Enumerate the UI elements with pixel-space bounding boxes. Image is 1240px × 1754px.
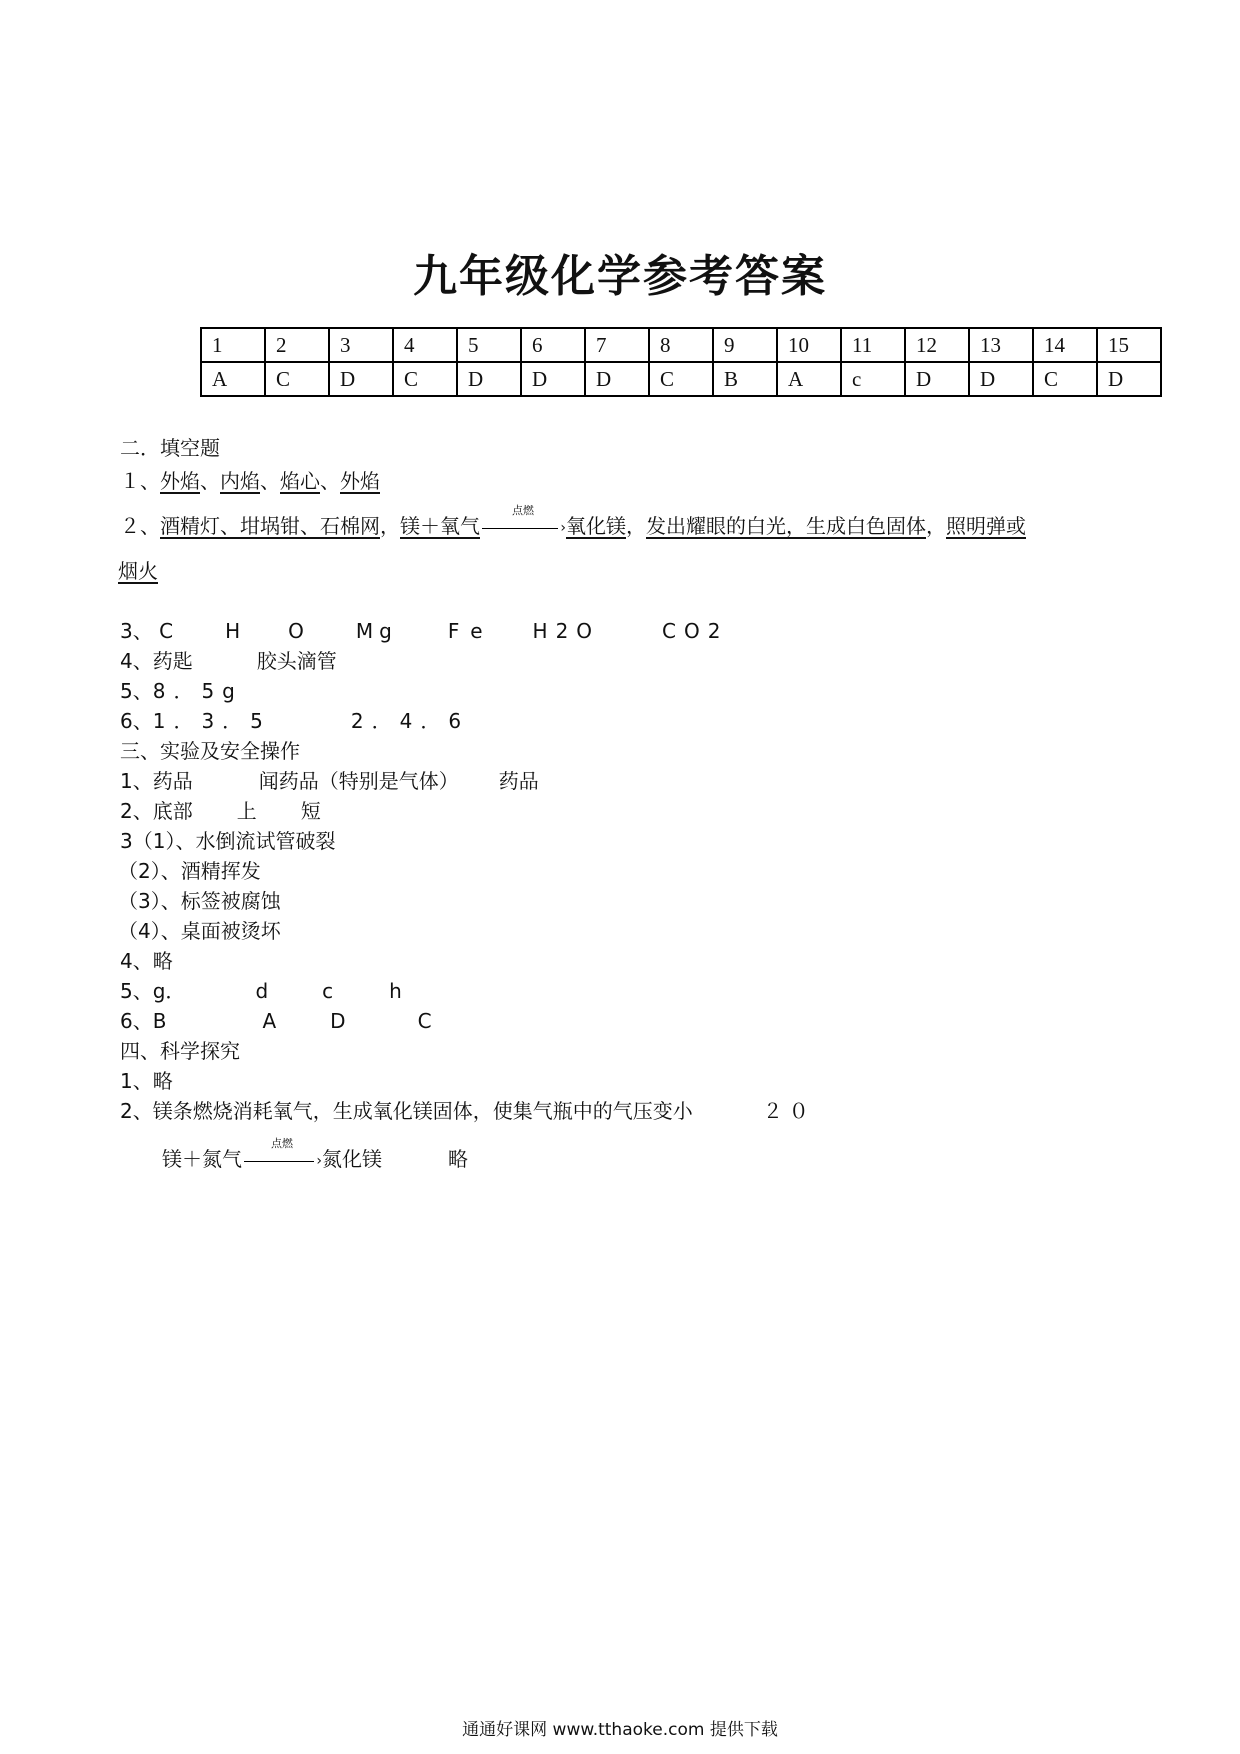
answer-item: H2O bbox=[532, 619, 601, 643]
s4-equation bbox=[162, 1136, 468, 1172]
answer-item: 镁条燃烧消耗氧气，生成氧化镁固体，使集气瓶中的气压变小 bbox=[152, 1099, 693, 1123]
s3-answer-3-3: （3）、标签被腐蚀 bbox=[118, 889, 281, 913]
answer-item: 2．4．6 bbox=[350, 709, 470, 733]
answer-item: 药品 bbox=[498, 769, 539, 793]
table-cell: 1 bbox=[201, 328, 265, 362]
table-cell: D bbox=[329, 362, 393, 396]
answer-item: B bbox=[152, 1009, 167, 1033]
answer-item: D bbox=[330, 1009, 346, 1033]
separator: ， bbox=[626, 514, 646, 538]
table-cell: C bbox=[393, 362, 457, 396]
answer-item: ２０ bbox=[762, 1099, 815, 1123]
question-number: 1、 bbox=[120, 769, 153, 793]
table-cell: 7 bbox=[585, 328, 649, 362]
answer-item: H bbox=[225, 619, 241, 643]
table-cell: 10 bbox=[777, 328, 841, 362]
s2-answer-4 bbox=[120, 645, 337, 674]
s2-answer-5 bbox=[120, 675, 243, 704]
answer-item: CO2 bbox=[662, 619, 729, 643]
table-cell: 13 bbox=[969, 328, 1033, 362]
separator: 、 bbox=[260, 469, 280, 493]
answer-blank: 焰心 bbox=[280, 469, 320, 493]
answer-item: Mg bbox=[355, 619, 398, 643]
answer-item: 略 bbox=[448, 1147, 468, 1171]
table-cell: D bbox=[521, 362, 585, 396]
table-cell: D bbox=[457, 362, 521, 396]
s3-answer-2 bbox=[120, 795, 321, 824]
table-cell: C bbox=[265, 362, 329, 396]
answer-blank: 烟火 bbox=[118, 559, 158, 583]
answer-item: 短 bbox=[300, 799, 321, 823]
answer-blank: 外焰 bbox=[160, 469, 200, 493]
answer-blank: 内焰 bbox=[220, 469, 260, 493]
answer-item: c bbox=[322, 979, 334, 1003]
s4-answer-2 bbox=[120, 1095, 815, 1124]
answer-item: h bbox=[389, 979, 402, 1003]
answer-blank: 发出耀眼的白光，生成白色固体 bbox=[646, 514, 926, 538]
question-number: 6、 bbox=[120, 709, 153, 733]
question-number: 2、 bbox=[120, 1099, 153, 1123]
table-cell: 12 bbox=[905, 328, 969, 362]
question-number: 5、 bbox=[120, 979, 153, 1003]
s3-answer-6 bbox=[120, 1005, 432, 1034]
answer-item: 药品 bbox=[152, 769, 193, 793]
section4-heading: 四、科学探究 bbox=[120, 1039, 240, 1063]
table-cell: c bbox=[841, 362, 905, 396]
table-cell: 2 bbox=[265, 328, 329, 362]
table-cell: 3 bbox=[329, 328, 393, 362]
table-cell: D bbox=[905, 362, 969, 396]
equation-right: 氧化镁 bbox=[566, 514, 626, 538]
s2-answer-6 bbox=[120, 705, 469, 734]
table-cell: A bbox=[201, 362, 265, 396]
s3-answer-3-1: 3（1）、水倒流试管破裂 bbox=[120, 829, 336, 853]
answer-item: 胶头滴管 bbox=[256, 649, 337, 673]
separator: ， bbox=[380, 514, 400, 538]
answer-item: d bbox=[255, 979, 269, 1003]
section3-heading: 三、实验及安全操作 bbox=[120, 739, 300, 763]
page-footer: 通通好课网 www.tthaoke.com 提供下载 bbox=[462, 1720, 778, 1740]
table-cell: 14 bbox=[1033, 328, 1097, 362]
answer-item: C bbox=[417, 1009, 432, 1033]
s2-answer-2 bbox=[120, 503, 1026, 539]
answer-blank: 外焰 bbox=[340, 469, 380, 493]
s3-answer-1 bbox=[120, 765, 539, 794]
section2-heading: 二．填空题 bbox=[120, 436, 220, 460]
answer-item: 上 bbox=[236, 799, 257, 823]
s3-answer-3-2: （2）、酒精挥发 bbox=[118, 859, 261, 883]
question-number: 4、 bbox=[120, 649, 153, 673]
reaction-arrow: 点燃 › bbox=[480, 518, 566, 538]
separator: 、 bbox=[320, 469, 340, 493]
answer-item: g． bbox=[152, 979, 186, 1003]
question-number: １、 bbox=[120, 469, 160, 493]
equation-right: 氮化镁 bbox=[322, 1147, 382, 1171]
separator: 、 bbox=[200, 469, 220, 493]
table-cell: 9 bbox=[713, 328, 777, 362]
table-cell: 5 bbox=[457, 328, 521, 362]
question-number-row bbox=[201, 328, 1161, 362]
table-cell: B bbox=[713, 362, 777, 396]
answer-item: 药匙 bbox=[152, 649, 193, 673]
answer-item: Fe bbox=[447, 619, 495, 643]
question-number: 3、 bbox=[120, 619, 153, 643]
question-number: 2、 bbox=[120, 799, 153, 823]
table-cell: A bbox=[777, 362, 841, 396]
answer-item: O bbox=[288, 619, 304, 643]
arrow-label: 点燃 bbox=[512, 503, 534, 517]
table-cell: D bbox=[969, 362, 1033, 396]
table-cell: 15 bbox=[1097, 328, 1161, 362]
question-number: 5、 bbox=[120, 679, 153, 703]
page-title: 九年级化学参考答案 bbox=[413, 251, 827, 302]
s3-answer-3-4: （4）、桌面被烫坏 bbox=[118, 919, 281, 943]
s2-answer-2-continued bbox=[118, 555, 158, 584]
s3-answer-5 bbox=[120, 975, 402, 1004]
arrow-label: 点燃 bbox=[271, 1136, 293, 1150]
answer-item: A bbox=[262, 1009, 277, 1033]
s3-answer-4: 4、略 bbox=[120, 949, 173, 973]
table-cell: 8 bbox=[649, 328, 713, 362]
separator: ， bbox=[926, 514, 946, 538]
equation-left: 镁＋氧气 bbox=[400, 514, 480, 538]
s2-answer-3 bbox=[120, 615, 728, 644]
table-cell: 4 bbox=[393, 328, 457, 362]
answer-table bbox=[200, 327, 1162, 397]
table-cell: 6 bbox=[521, 328, 585, 362]
answer-item: 1．3．5 bbox=[152, 709, 271, 733]
s2-answer-1 bbox=[120, 465, 380, 494]
table-cell: C bbox=[649, 362, 713, 396]
answer-blank: 酒精灯、坩埚钳、石棉网 bbox=[160, 514, 380, 538]
answer-item: 底部 bbox=[152, 799, 193, 823]
answer-item: C bbox=[159, 619, 174, 643]
question-number: ２、 bbox=[120, 514, 160, 538]
question-number: 6、 bbox=[120, 1009, 153, 1033]
table-cell: D bbox=[1097, 362, 1161, 396]
equation-left: 镁＋氮气 bbox=[162, 1147, 242, 1171]
answer-row bbox=[201, 362, 1161, 396]
answer-blank: 照明弹或 bbox=[946, 514, 1026, 538]
table-cell: 11 bbox=[841, 328, 905, 362]
reaction-arrow: 点燃 › bbox=[242, 1151, 322, 1171]
answer-item: 8．5g bbox=[152, 679, 243, 703]
answer-item: 闻药品（特别是气体） bbox=[258, 769, 459, 793]
table-cell: D bbox=[585, 362, 649, 396]
s4-answer-1: 1、略 bbox=[120, 1069, 173, 1093]
table-cell: C bbox=[1033, 362, 1097, 396]
